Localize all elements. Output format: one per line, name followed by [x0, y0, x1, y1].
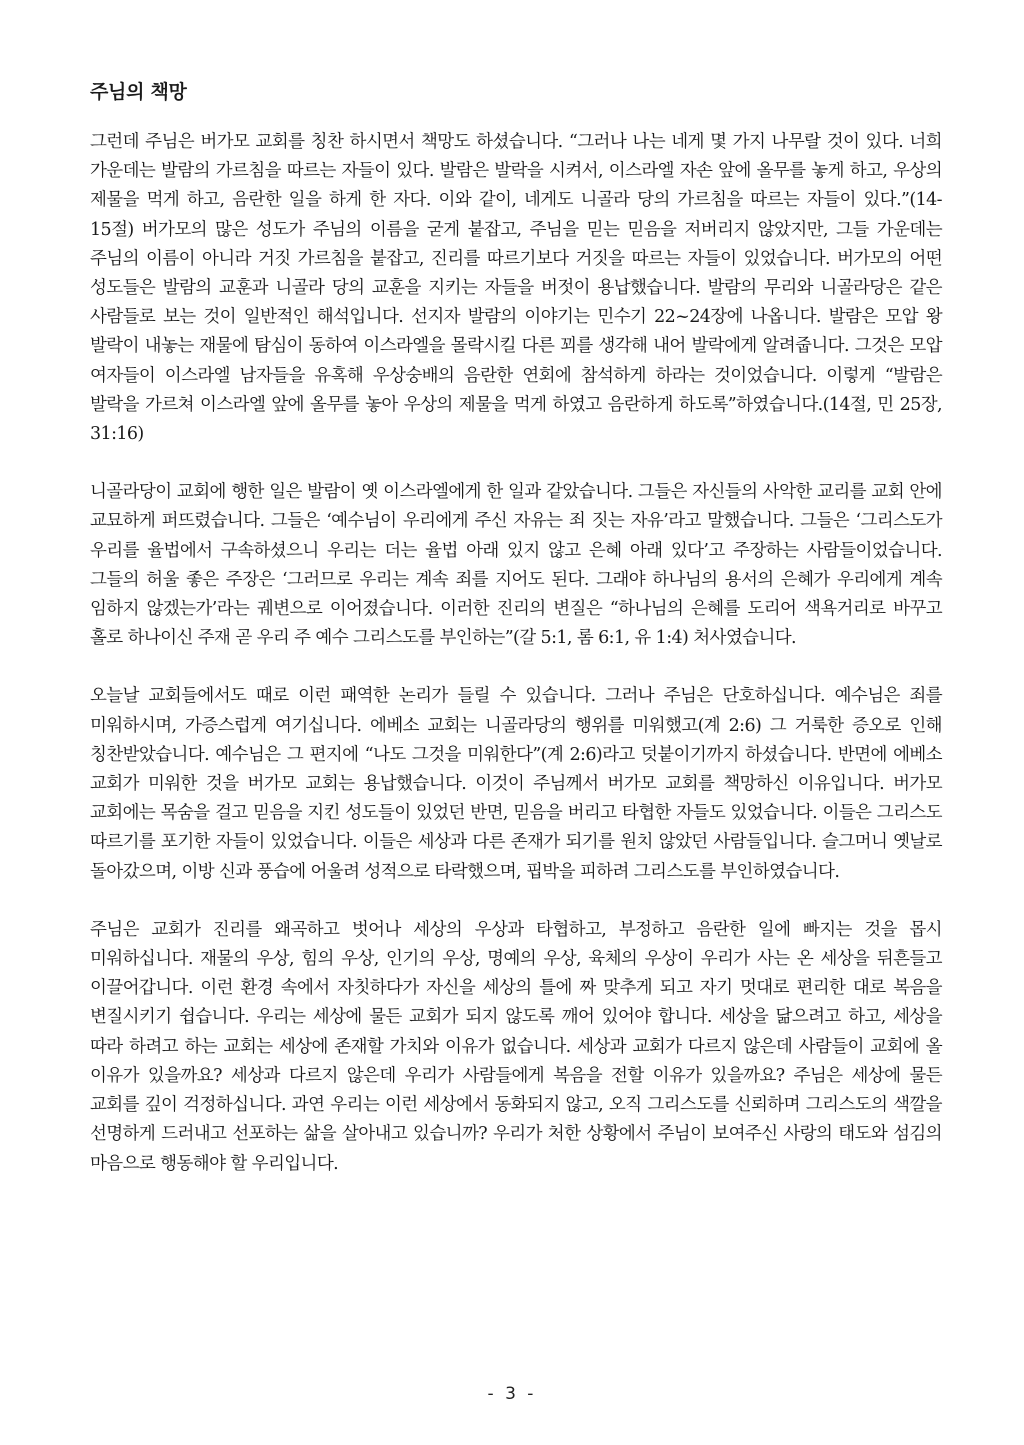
- paragraph: 오늘날 교회들에서도 때로 이런 패역한 논리가 들릴 수 있습니다. 그러나 주님은 단호하십니다. 예수님은 죄를 미워하시며, 가증스럽게 여기십니다. 에베소 교회는 니골라당의 행위를 미워했고(계 2:6) 그 거룩한 증오로 인해 칭찬받았습니다. 예수님은 그 편지에 “나도 그것을 미워한다”(계 2:6)라고 덧붙이기까지 하셨습니다. 반면에 에베소 교회가 미워한 것을 버가모 교회는 용납했습니다. 이것이 주님께서 버가모 교회를 책망하신 이유입니다. 버가모 교회에는 목숨을 걸고 믿음을 지킨 성도들이 있었던 반면, 믿음을 버리고 타협한 자들도 있었습니다. 이들은 그리스도 따르기를 포기한 자들이 있었습니다. 이들은 세상과 다른 존재가 되기를 원치 않았던 사람들입니다. 슬그머니 옛날로 돌아갔으며, 이방 신과 풍습에 어울려 성적으로 타락했으며, 핍박을 피하려 그리스도를 부인하였습니다.: [90, 686, 942, 882]
- page-number: - 3 -: [487, 1384, 537, 1404]
- paragraph: 그런데 주님은 버가모 교회를 칭찬 하시면서 책망도 하셨습니다. “그러나 나는 네게 몇 가지 나무랄 것이 있다. 너희 가운데는 발람의 가르침을 따르는 자들이 있다. 발람은 발락을 시켜서, 이스라엘 자손 앞에 올무를 놓게 하고, 우상의 제물을 먹게 하고, 음란한 일을 하게 한 자다. 이와 같이, 네게도 니골라 당의 가르침을 따르는 자들이 있다.”(14-15절) 버가모의 많은 성도가 주님의 이름을 굳게 붙잡고, 주님을 믿는 믿음을 저버리지 않았지만, 그들 가운데는 주님의 이름이 아니라 거짓 가르침을 붙잡고, 진리를 따르기보다 거짓을 따르는 자들이 있었습니다. 버가모의 어떤 성도들은 발람의 교훈과 니골라 당의 교훈을 지키는 자들을 버젓이 용납했습니다. 발람의 무리와 니골라당은 같은 사람들로 보는 것이 일반적인 해석입니다. 선지자 발람의 이야기는 민수기 22~24장에 나옵니다. 발람은 모압 왕 발락이 내놓는 재물에 탐심이 동하여 이스라엘을 몰락시킬 다른 꾀를 생각해 내어 발락에게 알려줍니다. 그것은 모압 여자들이 이스라엘 남자들을 유혹해 우상숭배의 음란한 연회에 참석하게 하라는 것이었습니다. 이렇게 “발람은 발락을 가르쳐 이스라엘 앞에 올무를 놓아 우상의 제물을 먹게 하였고 음란하게 하도록”하였습니다.(14절, 민 25장, 31:16): [90, 132, 942, 445]
- paragraph: 주님은 교회가 진리를 왜곡하고 벗어나 세상의 우상과 타협하고, 부정하고 음란한 일에 빠지는 것을 몹시 미워하십니다. 재물의 우상, 힘의 우상, 인기의 우상, 명예의 우상, 육체의 우상이 우리가 사는 온 세상을 뒤흔들고 이끌어갑니다. 이런 환경 속에서 자칫하다가 자신을 세상의 틀에 짜 맞추게 되고 자기 멋대로 편리한 대로 복음을 변질시키기 쉽습니다. 우리는 세상에 물든 교회가 되지 않도록 깨어 있어야 합니다. 세상을 닮으려고 하고, 세상을 따라 하려고 하는 교회는 세상에 존재할 가치와 이유가 없습니다. 세상과 교회가 다르지 않은데 사람들이 교회에 올 이유가 있을까요? 세상과 다르지 않은데 우리가 사람들에게 복음을 전할 이유가 있을까요? 주님은 세상에 물든 교회를 깊이 걱정하십니다. 과연 우리는 이런 세상에서 동화되지 않고, 오직 그리스도를 신뢰하며 그리스도의 색깔을 선명하게 드러내고 선포하는 삶을 살아내고 있습니까? 우리가 처한 상황에서 주님이 보여주신 사랑의 태도와 섬김의 마음으로 행동해야 할 우리입니다.: [90, 919, 942, 1174]
- paragraph: 니골라당이 교회에 행한 일은 발람이 옛 이스라엘에게 한 일과 같았습니다. 그들은 자신들의 사악한 교리를 교회 안에 교묘하게 퍼뜨렸습니다. 그들은 ‘예수님이 우리에게 주신 자유는 죄 짓는 자유’라고 말했습니다. 그들은 ‘그리스도가 우리를 율법에서 구속하셨으니 우리는 더는 율법 아래 있지 않고 은혜 아래 있다’고 주장하는 사람들이었습니다. 그들의 허울 좋은 주장은 ‘그러므로 우리는 계속 죄를 지어도 된다. 그래야 하나님의 용서의 은혜가 우리에게 계속 임하지 않겠는가’라는 궤변으로 이어졌습니다. 이러한 진리의 변질은 “하나님의 은혜를 도리어 색욕거리로 바꾸고 홀로 하나이신 주재 곧 우리 주 예수 그리스도를 부인하는”(갈 5:1, 롬 6:1, 유 1:4) 처사였습니다.: [90, 482, 942, 649]
- section-title: 주님의 책망: [90, 81, 187, 103]
- document-page: [90, 78, 942, 1208]
